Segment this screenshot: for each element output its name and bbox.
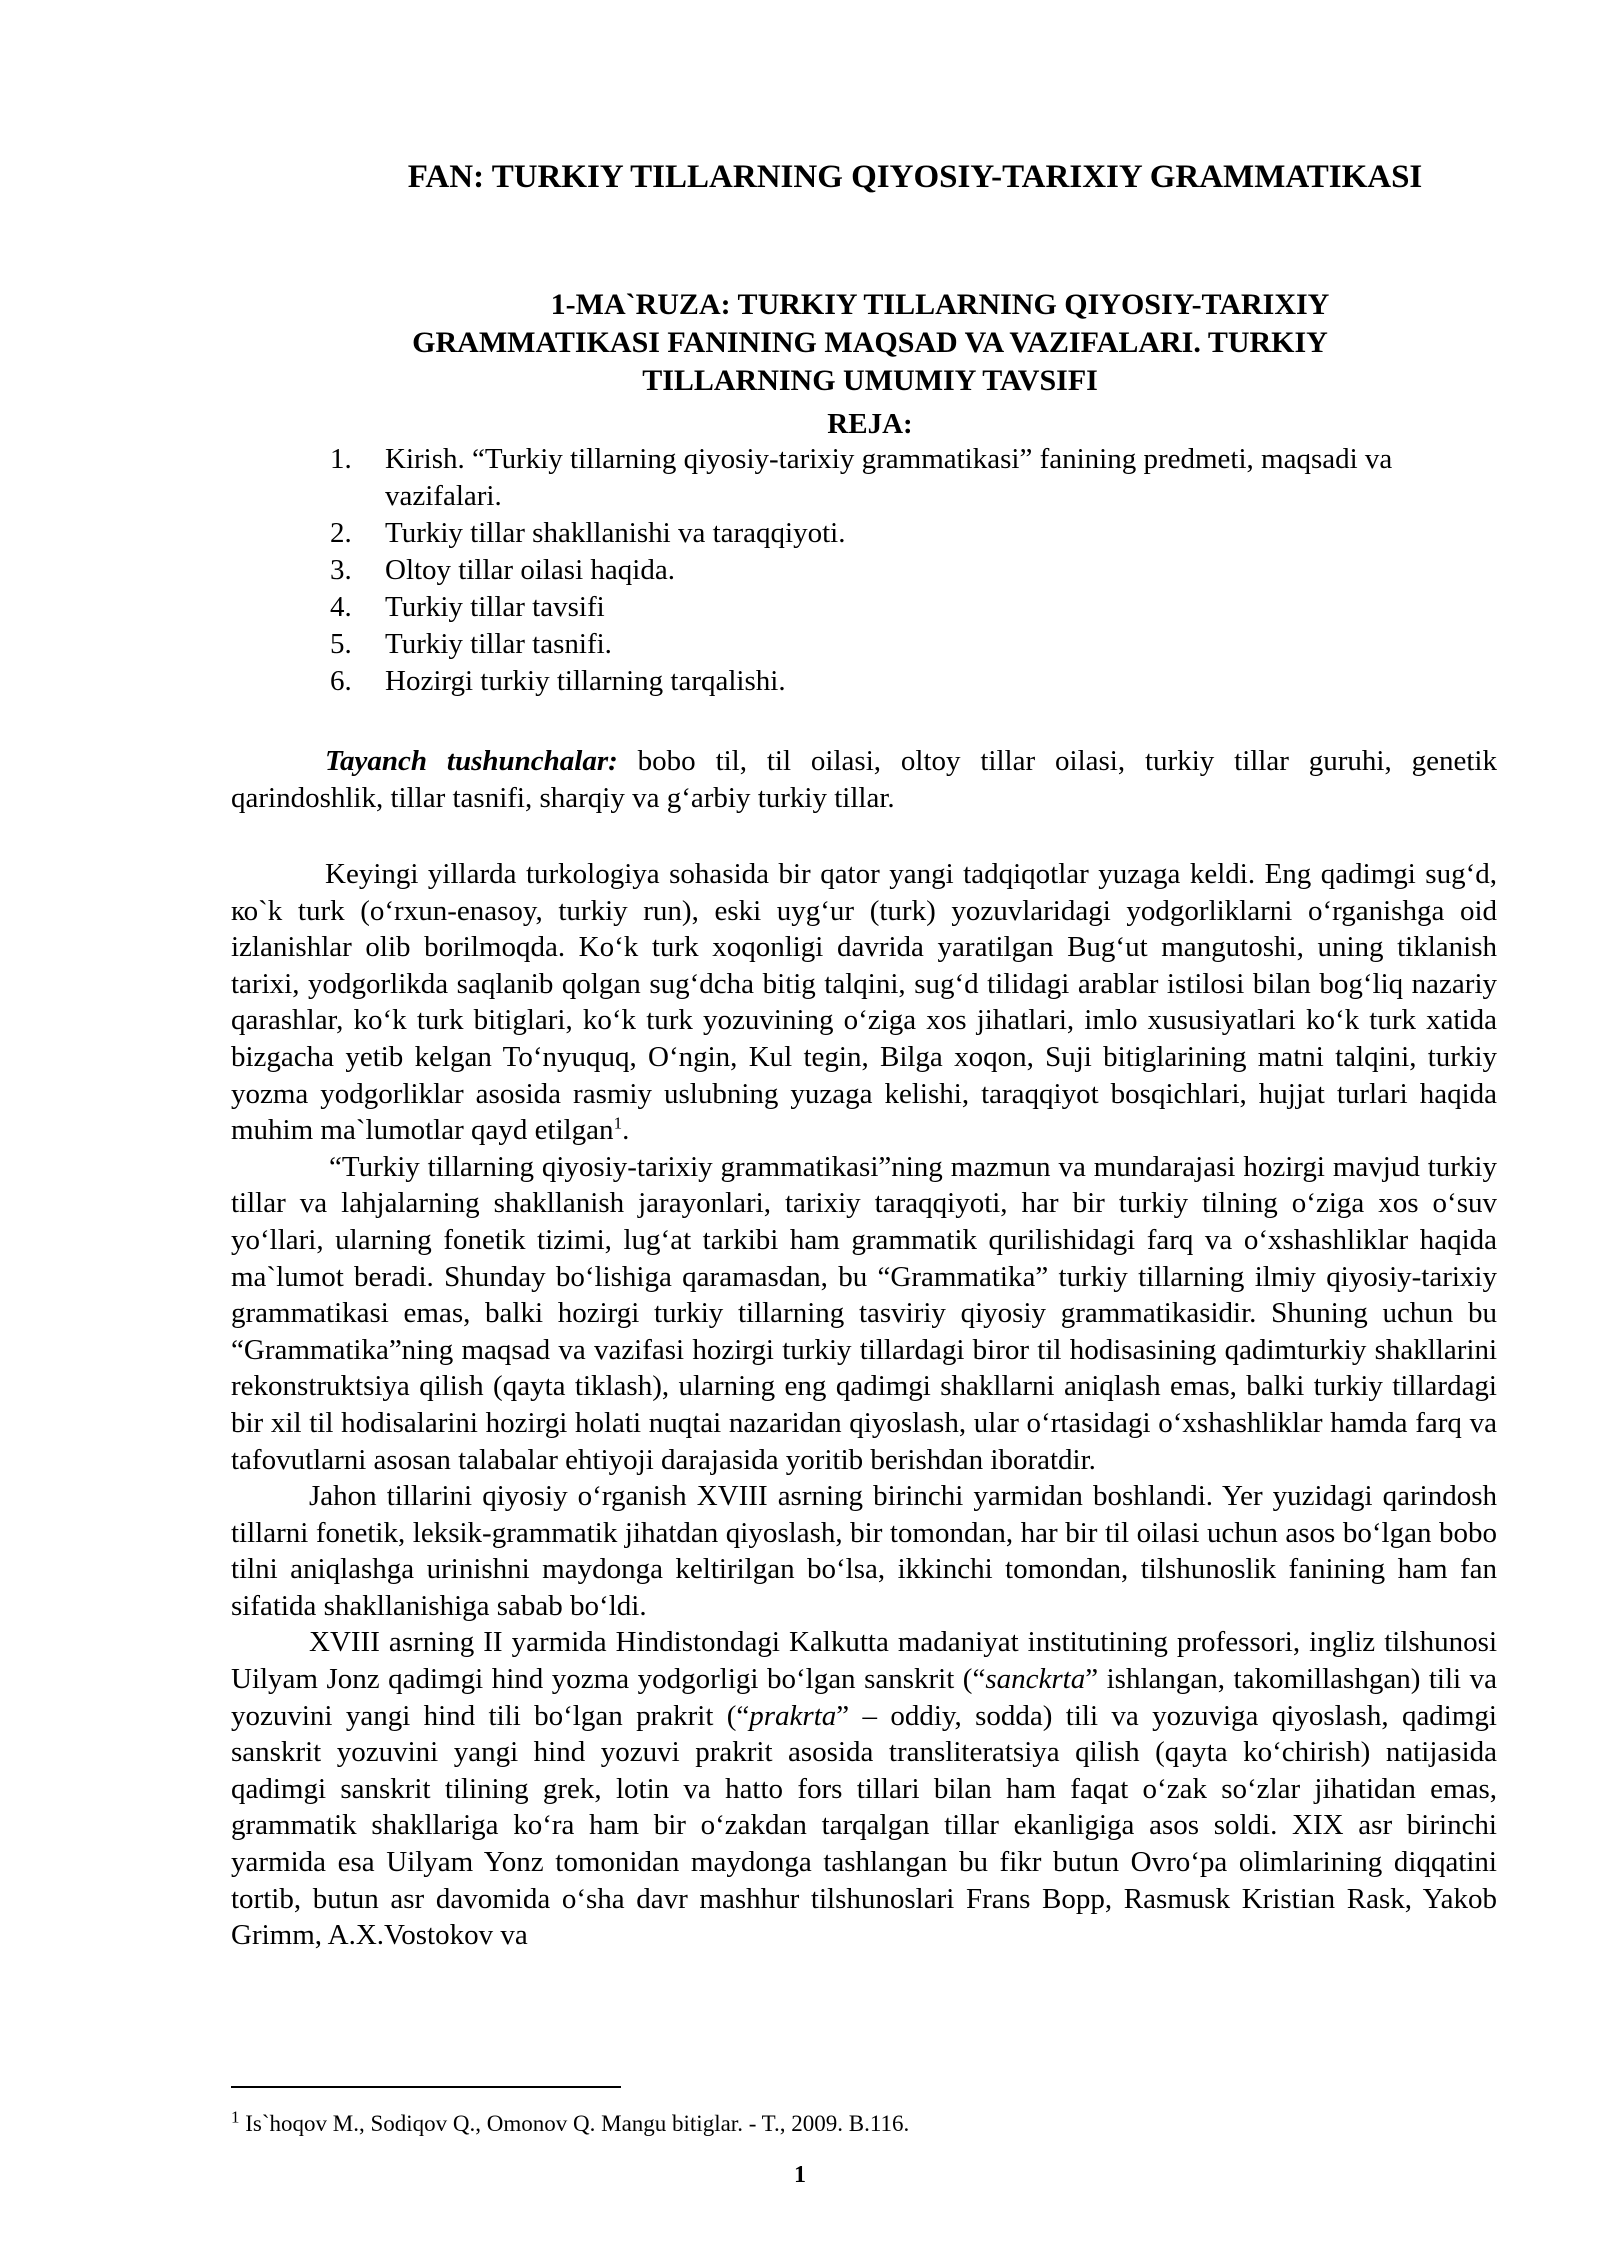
subject-title: FAN: TURKIY TILLARNING QIYOSIY-TARIXIY GRAMMATIKASI: [407, 159, 1423, 195]
key-terms-label: Tayanch tushunchalar:: [325, 745, 618, 777]
plan-item: [330, 441, 1490, 515]
plan-item-text: Turkiy tillar tasnifi.: [385, 628, 612, 660]
paragraph-end: .: [622, 1114, 630, 1147]
footnote-text: Is`hoqov M., Sodiqov Q., Omonov Q. Mangu bitiglar. - T., 2009. B.116.: [239, 2111, 910, 2136]
plan-item: [330, 626, 1490, 663]
page-number: 1: [794, 2162, 806, 2188]
plan-item-number: 1.: [330, 443, 352, 475]
italic-term: sanckrta: [985, 1663, 1086, 1696]
plan-item-number: 2.: [330, 517, 352, 549]
footnote-separator: [231, 2086, 621, 2088]
italic-term: prakrta: [749, 1699, 837, 1732]
plan-item-number: 3.: [330, 554, 352, 586]
plan-item-number: 4.: [330, 591, 352, 623]
paragraph: “Turkiy tillarning qiyosiy-tarixiy grammatikasi”ning mazmun va mundarajasi hozirgi mavjud turkiy tillar va lahjalarning shakllanish jarayonlari, tarixiy taraqqiyoti, har bir turkiy tilning o‘ziga xos o‘suv yo‘llari, ularning fonetik tizimi, lug‘at tarkibi ham grammatik qurilishidagi farq va o‘xshashliklar haqida ma`lumot beradi. Shunday bo‘lishiga qaramasdan, bu “Grammatika” turkiy tillarning ilmiy qiyosiy-tarixiy grammatikasi emas, balki hozirgi turkiy tillarning tasviriy qiyosiy grammatikasidir. Shuning uchun bu “Grammatika”ning maqsad va vazifasi hozirgi turkiy tillardagi biror til hodisasining qadimturkiy shakllarini rekonstruktsiya qilish (qayta tiklash), ularning eng qadimgi shakllarni aniqlash emas, balki turkiy tillardagi bir xil til hodisalarini hozirgi holati nuqtai nazaridan qiyoslash, ular o‘rtasidagi o‘xshashliklar hamda farq va tafovutlarni asosan talabalar ehtiyoji darajasida yoritib berishdan iboratdir.: [231, 1150, 1497, 1476]
plan-item: [330, 552, 1490, 589]
plan-heading: REJA:: [827, 408, 913, 440]
key-terms-text: bobo til, til oilasi, oltoy tillar oilasi, turkiy tillar guruhi, genetik qarindoshlik, tillar tasnifi, sharqiy va g‘arbiy turkiy tillar.: [231, 745, 1497, 814]
plan-list: [330, 441, 1490, 700]
key-terms: [231, 743, 1497, 816]
lecture-title-line-3: TILLARNING UMUMIY TAVSIFI: [642, 364, 1098, 397]
paragraph: [231, 856, 1497, 1149]
footnote: [231, 2107, 910, 2138]
footnote-reference: 1: [613, 1113, 623, 1133]
lecture-title: [230, 286, 1510, 400]
plan-item: [330, 589, 1490, 626]
paragraph-text: ” – oddiy, sodda) tili va yozuviga qiyoslash, qadimgi sanskrit yozuvini yangi hind yozuvi prakrit asosida transliteratsiya qilish (qayta ko‘chirish) natijasida qadimgi sanskrit tilining grek, lotin va hatto fors tillari bilan ham faqat o‘zak so‘zlar jihatidan emas, grammatik shakllariga ko‘ra ham bir o‘zakdan tarqalgan tillar ekanligiga asos soldi. XIX asr birinchi yarmida esa Uilyam Yonz tomonidan maydonga tashlangan bu fikr butun Ovro‘pa olimlarining diqqatini tortib, butun asr davomida o‘sha davr mashhur tilshunoslari Frans Bopp, Rasmusk Kristian Rask, Yakob Grimm, A.X.Vostokov va: [231, 1699, 1497, 1952]
plan-item-number: 5.: [330, 628, 352, 660]
plan-item-text: Oltoy tillar oilasi haqida.: [385, 554, 675, 586]
paragraph-text: XVIII asrning II yarmida Hindistondagi Kalkutta madaniyat institutining professori, ingliz tilshunosi Uilyam Jonz qadimgi hind yozma yodgorligi bo‘lgan sanskrit (“: [231, 1626, 1497, 1696]
plan-item-text: Turkiy tillar tavsifi: [385, 591, 605, 623]
plan-item: [330, 515, 1490, 552]
paragraph-text: ” ishlangan, takomillashgan) tili va yozuvini yangi hind tili bo‘lgan prakrit (“: [231, 1663, 1497, 1732]
footnote-mark: 1: [231, 2107, 240, 2127]
paragraph: [231, 1624, 1497, 1953]
plan-item-number: 6.: [330, 665, 352, 697]
plan-item: [330, 663, 1490, 700]
plan-item-text: Turkiy tillar shakllanishi va taraqqiyoti.: [385, 517, 846, 549]
plan-item-text: Hozirgi turkiy tillarning tarqalishi.: [385, 665, 786, 697]
lecture-title-line-2: GRAMMATIKASI FANINING MAQSAD VA VAZIFALARI. TURKIY: [412, 326, 1328, 359]
body-text: [231, 856, 1497, 1954]
lecture-title-line-1: 1-MA`RUZA: TURKIY TILLARNING QIYOSIY-TARIXIY: [550, 288, 1330, 321]
plan-item-text: Kirish. “Turkiy tillarning qiyosiy-tarixiy grammatikasi” fanining predmeti, maqsadi va vazifalari.: [385, 443, 1393, 512]
paragraph-text: Keyingi yillarda turkologiya sohasida bir qator yangi tadqiqotlar yuzaga keldi. Eng qadimgi sug‘d, ко`k turk (o‘rxun-enasoy, turkiy run), eski uyg‘ur (turk) yozuvlaridagi yodgorliklarni o‘rganishga oid izlanishlar olib borilmoqda. Ko‘k turk xoqonligi davrida yaratilgan Bug‘ut mangutoshi, uning tiklanish tarixi, yodgorlikda saqlanib qolgan sug‘dcha bitig talqini, sug‘d tilidagi arablar istilosi bilan bog‘liq nazariy qarashlar, ko‘k turk bitiglari, ko‘k turk yozuvining o‘ziga xos jihatlari, imlo xususiyatlari ko‘k turk xatida bizgacha yetib kelgan To‘nyuquq, O‘ngin, Kul tegin, Bilga xoqon, Suji bitiglarining matni talqini, turkiy yozma yodgorliklar asosida rasmiy uslubning yuzaga kelishi, taraqqiyot bosqichlari, hujjat turlari haqida muhim ma`lumotlar qayd etilgan: [231, 858, 1497, 1147]
paragraph: Jahon tillarini qiyosiy o‘rganish XVIII asrning birinchi yarmidan boshlandi. Yer yuzidagi qarindosh tillarni fonetik, leksik-grammatik jihatdan qiyoslash, bir tomondan, har bir til oilasi uchun asos bo‘lgan bobo tilni aniqlashga urinishni maydonga keltirilgan bo‘lsa, ikkinchi tomondan, tilshunoslik fanining ham fan sifatida shakllanishiga sabab bo‘ldi.: [231, 1480, 1497, 1622]
